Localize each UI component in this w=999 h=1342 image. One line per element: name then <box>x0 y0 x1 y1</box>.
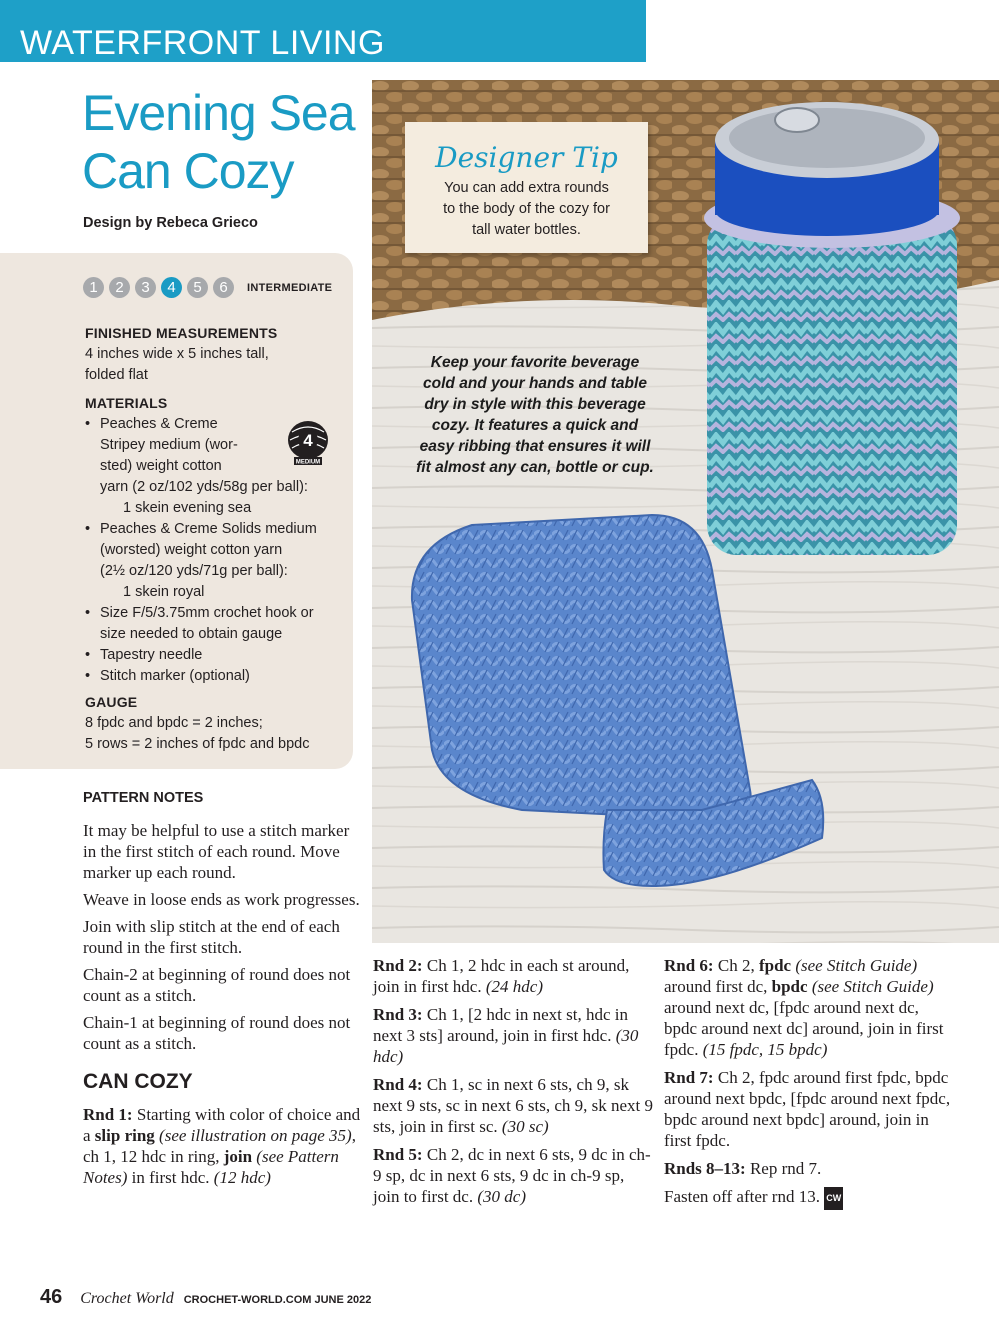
end-mark-icon: CW <box>824 1187 843 1210</box>
item-line: • Peaches & Creme <box>100 416 218 432</box>
skill-level-5: 5 <box>187 277 208 298</box>
fasten-text: Fasten off after rnd 13. <box>664 1187 820 1206</box>
stitch-count: (30 hdc) <box>373 1026 639 1066</box>
round-text: Ch 1, sc in next 6 sts, ch 9, sk next 9 sts, sc in next 6 sts, ch 9, sk next 9 sts, join in first sc. <box>373 1075 654 1136</box>
round-text: , ch 1, 12 hdc in ring, <box>83 1126 356 1166</box>
term-ref: (see Stitch Guide) <box>791 956 918 975</box>
round-label: Rnd 7: <box>664 1068 714 1087</box>
term-ref: (see illustration on page 35) <box>154 1126 352 1145</box>
item-line: • Size F/5/3.75mm crochet hook or <box>100 605 314 621</box>
item-line: Stripey medium (wor- <box>100 437 238 453</box>
caption-line: dry in style with this beverage <box>424 396 646 413</box>
note-paragraph: Chain-1 at beginning of round does not count as a stitch. <box>83 1013 351 1053</box>
item-line: (worsted) weight cotton yarn <box>100 542 283 558</box>
round-1 <box>83 1104 363 1188</box>
round-6 <box>664 955 954 1060</box>
skill-level-3: 3 <box>135 277 156 298</box>
skill-level-6: 6 <box>213 277 234 298</box>
gauge-heading: GAUGE <box>85 694 138 710</box>
list-item <box>85 666 340 687</box>
round-text: Starting with color of choice and a <box>83 1105 361 1145</box>
round-label: Rnd 3: <box>373 1005 423 1024</box>
pattern-notes <box>83 788 363 1194</box>
skill-level-1: 1 <box>83 277 104 298</box>
note-paragraph: Weave in loose ends as work progresses. <box>83 890 360 909</box>
materials-heading: MATERIALS <box>85 395 168 411</box>
item-line: (2½ oz/120 yds/71g per ball): <box>100 563 288 579</box>
round-4 <box>373 1074 653 1137</box>
stitch-count: (12 hdc) <box>213 1168 271 1187</box>
item-line: sted) weight cotton <box>100 458 222 474</box>
yarn-weight-icon <box>284 418 332 466</box>
round-label: Rnd 6: <box>664 956 714 975</box>
stitch-count: (30 dc) <box>477 1187 526 1206</box>
round-label: Rnd 4: <box>373 1075 423 1094</box>
page-title <box>82 84 355 200</box>
round-label: Rnd 2: <box>373 956 423 975</box>
gauge-line-2: 5 rows = 2 inches of fpdc and bpdc <box>85 736 310 752</box>
item-sub: 1 skein evening sea <box>123 500 252 516</box>
stitch-count: (30 sc) <box>501 1117 549 1136</box>
yarn-weight-number: 4 <box>303 431 313 450</box>
item-line: size needed to obtain gauge <box>100 626 283 642</box>
round-text: Ch 2, dc in next 6 sts, 9 dc in ch-9 sp, dc in next 6 sts, 9 dc in ch-9 sp, join to first dc. <box>373 1145 651 1206</box>
skill-level <box>83 277 332 298</box>
round-label: Rnd 5: <box>373 1145 423 1164</box>
round-text: around first dc, <box>664 977 772 996</box>
list-item <box>85 603 340 645</box>
finished-line-2: folded flat <box>85 367 148 383</box>
magazine-name: Crochet World <box>80 1290 174 1307</box>
term-bold: fpdc <box>758 956 792 975</box>
caption-line: cozy. It features a quick and <box>431 417 639 434</box>
round-label: Rnd 1: <box>83 1105 133 1124</box>
round-text: Ch 2, <box>713 956 759 975</box>
instructions-column-3 <box>664 955 954 1217</box>
caption-line: Keep your favorite beverage <box>430 354 640 371</box>
fasten-off <box>664 1186 954 1210</box>
gauge <box>85 692 340 755</box>
list-item <box>85 519 340 603</box>
title-line-1: Evening Sea <box>82 85 355 141</box>
stitch-count: (24 hdc) <box>485 977 543 996</box>
item-line: • Stitch marker (optional) <box>100 668 250 684</box>
can-cozy-heading: CAN COZY <box>83 1070 193 1093</box>
title-line-2: Can Cozy <box>82 143 294 199</box>
designer-tip <box>405 122 648 253</box>
round-text: Rep rnd 7. <box>745 1159 822 1178</box>
round-7 <box>664 1067 954 1151</box>
term-bold: slip ring <box>94 1126 155 1145</box>
term-bold: join <box>223 1147 253 1166</box>
term-ref: (see Stitch Guide) <box>807 977 934 996</box>
section-banner <box>0 0 646 62</box>
site-and-issue: CROCHET-WORLD.COM JUNE 2022 <box>183 1294 372 1306</box>
round-text: Ch 2, fpdc around first fpdc, bpdc around next bpdc, [fpdc around next fpdc, bpdc around next bpdc] around, join in first fpdc. <box>664 1068 951 1150</box>
round-3 <box>373 1004 653 1067</box>
list-item <box>85 645 340 666</box>
finished-heading: FINISHED MEASUREMENTS <box>85 325 278 341</box>
finished-line-1: 4 inches wide x 5 inches tall, <box>85 346 269 362</box>
note-paragraph: Chain-2 at beginning of round does not count as a stitch. <box>83 965 351 1005</box>
term-bold: bpdc <box>771 977 808 996</box>
round-label: Rnds 8–13: <box>664 1159 746 1178</box>
gauge-line-1: 8 fpdc and bpdc = 2 inches; <box>85 715 263 731</box>
round-text: around next dc, [fpdc around next dc, bpdc around next dc] around, join in first fpdc. <box>664 998 944 1059</box>
instructions-column-2 <box>373 955 653 1214</box>
tip-line: to the body of the cozy for <box>443 201 610 217</box>
round-2 <box>373 955 653 997</box>
note-paragraph: Join with slip stitch at the end of each round in the first stitch. <box>83 917 340 957</box>
round-5 <box>373 1144 653 1207</box>
note-paragraph: It may be helpful to use a stitch marker in the first stitch of each round. Move marker up each round. <box>83 821 350 882</box>
skill-level-2: 2 <box>109 277 130 298</box>
caption-line: cold and your hands and table <box>423 375 647 392</box>
section-banner-text: WATERFRONT LIVING <box>20 24 385 62</box>
skill-level-label: INTERMEDIATE <box>247 281 333 294</box>
finished-measurements <box>85 323 340 386</box>
page-number: 46 <box>40 1286 63 1308</box>
skill-level-4: 4 <box>161 277 182 298</box>
photo-caption <box>404 352 666 478</box>
term-ref: (see Pattern Notes) <box>83 1147 339 1187</box>
tip-line: tall water bottles. <box>472 222 581 238</box>
item-line: • Tapestry needle <box>100 647 203 663</box>
stitch-count: (15 fpdc, 15 bpdc) <box>702 1040 828 1059</box>
item-line: yarn (2 oz/102 yds/58g per ball): <box>100 479 308 495</box>
round-text: Ch 1, [2 hdc in next st, hdc in next 3 sts] around, join in first hdc. <box>373 1005 629 1045</box>
tip-line: You can add extra rounds <box>444 180 609 196</box>
page-footer <box>40 1286 371 1309</box>
round-text: in first hdc. <box>127 1168 214 1187</box>
caption-line: fit almost any can, bottle or cup. <box>416 459 654 476</box>
item-line: • Peaches & Creme Solids medium <box>100 521 317 537</box>
yarn-weight-label: MEDIUM <box>295 459 321 466</box>
caption-line: easy ribbing that ensures it will <box>419 438 651 455</box>
designer-tip-heading: Designer Tip <box>435 141 618 174</box>
byline: Design by Rebeca Grieco <box>83 215 258 231</box>
rounds-8-13 <box>664 1158 954 1179</box>
pattern-notes-heading: PATTERN NOTES <box>83 790 204 806</box>
round-text: Ch 1, 2 hdc in each st around, join in first hdc. <box>373 956 630 996</box>
item-sub: 1 skein royal <box>123 584 205 600</box>
